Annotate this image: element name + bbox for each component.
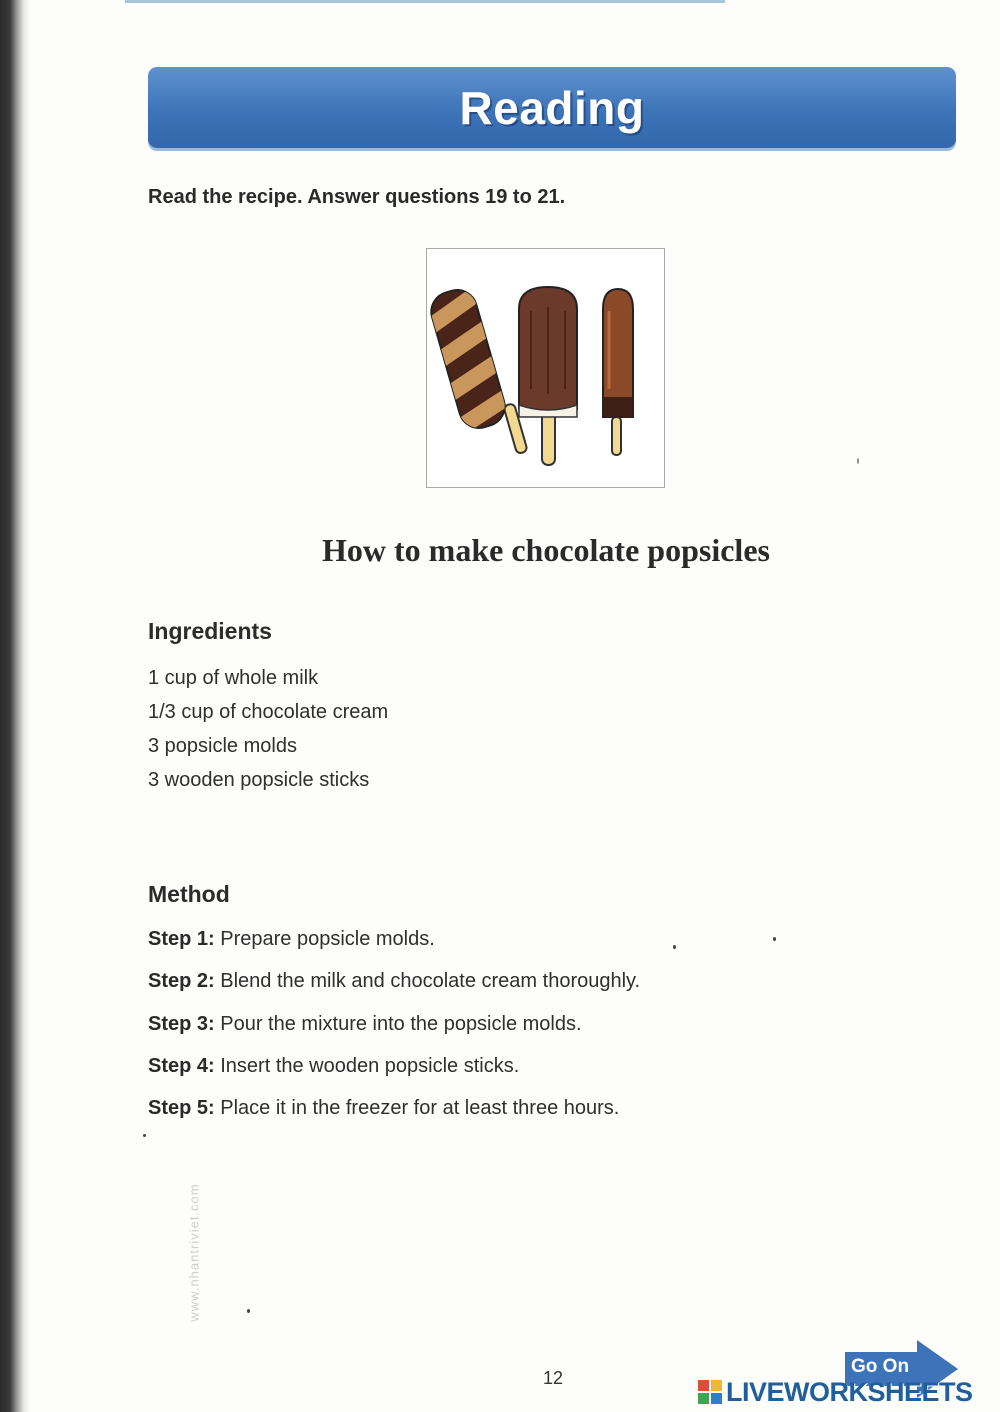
scan-speck (857, 458, 859, 464)
step-label: Step 1: (148, 928, 215, 950)
liveworksheets-logo-icon (698, 1380, 722, 1404)
reading-banner (148, 67, 956, 148)
publisher-url: www.nhantriviet.com (186, 1183, 202, 1322)
method-heading: Method (148, 881, 230, 907)
ingredient-item: 3 wooden popsicle sticks (148, 769, 370, 791)
slim-popsicle (603, 289, 633, 455)
step-label: Step 4: (148, 1054, 215, 1077)
step-label: Step 2: (148, 970, 215, 993)
step-text: Pour the mixture into the popsicle molds. (214, 1012, 582, 1035)
scan-speck (673, 945, 676, 949)
page-binding-edge (0, 0, 30, 1412)
ingredient-item: 3 popsicle molds (148, 735, 297, 757)
scan-speck (773, 937, 776, 941)
scan-speck (143, 1134, 146, 1137)
method-step (148, 1051, 640, 1093)
method-steps-list (148, 924, 640, 1135)
page-number: 12 (542, 1368, 564, 1388)
striped-popsicle (427, 269, 528, 459)
step-text: Prepare popsicle molds. (214, 928, 435, 950)
liveworksheets-badge[interactable] (698, 1376, 973, 1408)
page-title: Reading (459, 81, 645, 134)
method-step (148, 924, 640, 966)
liveworksheets-brand: LIVEWORKSHEETS (726, 1376, 973, 1407)
recipe-title: How to make chocolate popsicles (322, 532, 770, 568)
step-label: Step 5: (148, 1097, 215, 1120)
ingredient-item: 1 cup of whole milk (148, 667, 319, 689)
method-step (148, 1009, 640, 1051)
step-text: Blend the milk and chocolate cream thoroughly. (214, 970, 641, 993)
go-on-label: Go On (851, 1356, 910, 1377)
ingredient-item: 1/3 cup of chocolate cream (148, 701, 389, 723)
popsicles-picture (426, 248, 665, 488)
instruction-text: Read the recipe. Answer questions 19 to 21. (148, 186, 566, 208)
step-text: Insert the wooden popsicle sticks. (214, 1054, 520, 1077)
popsicles-illustration-icon (427, 249, 664, 487)
step-text: Place it in the freezer for at least three hours. (214, 1097, 620, 1120)
ingredients-list (148, 663, 388, 799)
chocolate-popsicle (519, 287, 577, 465)
scan-speck (247, 1309, 250, 1313)
method-step (148, 966, 640, 1008)
top-color-strip (125, 0, 725, 3)
ingredients-heading: Ingredients (148, 618, 272, 644)
method-step (148, 1093, 640, 1135)
step-label: Step 3: (148, 1012, 215, 1035)
